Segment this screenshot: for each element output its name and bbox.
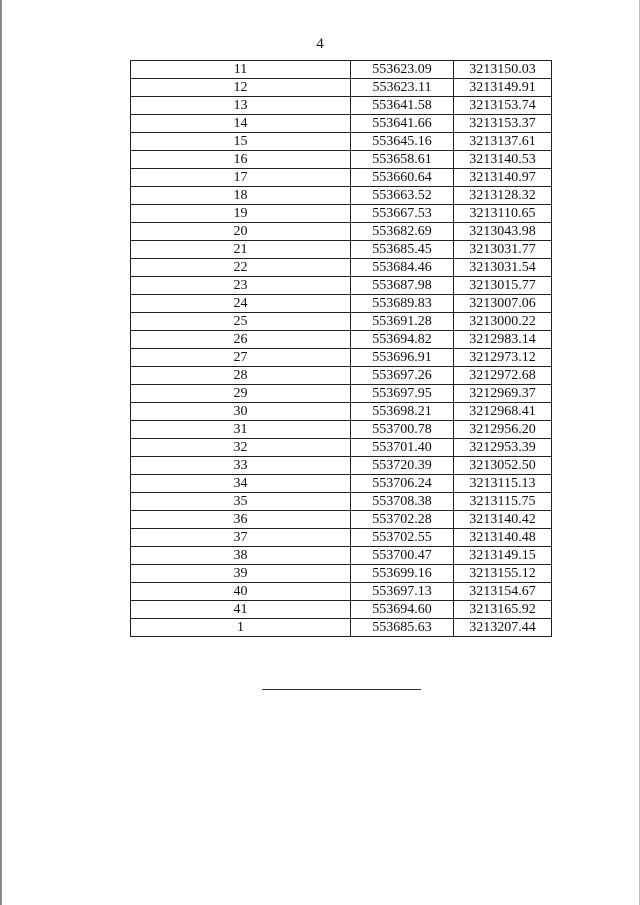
y-coordinate-cell: 3212956.20 [454,421,552,439]
table-row [131,241,552,259]
y-coordinate-cell: 3213155.12 [454,565,552,583]
y-coordinate-cell: 3213110.65 [454,205,552,223]
table-row [131,439,552,457]
x-coordinate-cell: 553623.09 [351,61,454,79]
y-coordinate-cell: 3213150.03 [454,61,552,79]
point-number-cell: 34 [131,475,351,493]
point-number-cell: 14 [131,115,351,133]
y-coordinate-cell: 3213043.98 [454,223,552,241]
table-row [131,475,552,493]
y-coordinate-cell: 3213031.77 [454,241,552,259]
x-coordinate-cell: 553623.11 [351,79,454,97]
y-coordinate-cell: 3213153.37 [454,115,552,133]
table-row [131,583,552,601]
y-coordinate-cell: 3212969.37 [454,385,552,403]
table-row [131,565,552,583]
x-coordinate-cell: 553720.39 [351,457,454,475]
y-coordinate-cell: 3213153.74 [454,97,552,115]
table-row [131,601,552,619]
y-coordinate-cell: 3213137.61 [454,133,552,151]
coordinates-table-body [131,61,552,637]
table-row [131,61,552,79]
point-number-cell: 24 [131,295,351,313]
point-number-cell: 19 [131,205,351,223]
table-row [131,619,552,637]
x-coordinate-cell: 553700.47 [351,547,454,565]
table-row [131,385,552,403]
x-coordinate-cell: 553645.16 [351,133,454,151]
table-row [131,367,552,385]
point-number-cell: 28 [131,367,351,385]
point-number-cell: 11 [131,61,351,79]
y-coordinate-cell: 3212972.68 [454,367,552,385]
table-row [131,169,552,187]
table-row [131,205,552,223]
x-coordinate-cell: 553702.55 [351,529,454,547]
table-row [131,493,552,511]
x-coordinate-cell: 553641.66 [351,115,454,133]
x-coordinate-cell: 553685.45 [351,241,454,259]
x-coordinate-cell: 553682.69 [351,223,454,241]
y-coordinate-cell: 3212983.14 [454,331,552,349]
point-number-cell: 40 [131,583,351,601]
x-coordinate-cell: 553699.16 [351,565,454,583]
table-row [131,187,552,205]
table-row [131,331,552,349]
point-number-cell: 33 [131,457,351,475]
x-coordinate-cell: 553697.95 [351,385,454,403]
coordinates-table [130,60,552,637]
y-coordinate-cell: 3213207.44 [454,619,552,637]
x-coordinate-cell: 553694.60 [351,601,454,619]
x-coordinate-cell: 553658.61 [351,151,454,169]
point-number-cell: 38 [131,547,351,565]
x-coordinate-cell: 553702.28 [351,511,454,529]
end-of-document-line [262,689,421,690]
x-coordinate-cell: 553708.38 [351,493,454,511]
y-coordinate-cell: 3213115.75 [454,493,552,511]
point-number-cell: 27 [131,349,351,367]
y-coordinate-cell: 3213140.53 [454,151,552,169]
y-coordinate-cell: 3213052.50 [454,457,552,475]
table-row [131,277,552,295]
x-coordinate-cell: 553706.24 [351,475,454,493]
table-row [131,421,552,439]
y-coordinate-cell: 3212953.39 [454,439,552,457]
point-number-cell: 36 [131,511,351,529]
table-row [131,115,552,133]
y-coordinate-cell: 3213140.48 [454,529,552,547]
y-coordinate-cell: 3213149.91 [454,79,552,97]
y-coordinate-cell: 3213149.15 [454,547,552,565]
point-number-cell: 31 [131,421,351,439]
y-coordinate-cell: 3212973.12 [454,349,552,367]
table-row [131,151,552,169]
point-number-cell: 12 [131,79,351,97]
y-coordinate-cell: 3213165.92 [454,601,552,619]
point-number-cell: 35 [131,493,351,511]
point-number-cell: 13 [131,97,351,115]
table-row [131,547,552,565]
table-row [131,403,552,421]
point-number-cell: 17 [131,169,351,187]
y-coordinate-cell: 3213000.22 [454,313,552,331]
point-number-cell: 18 [131,187,351,205]
point-number-cell: 29 [131,385,351,403]
x-coordinate-cell: 553696.91 [351,349,454,367]
point-number-cell: 37 [131,529,351,547]
y-coordinate-cell: 3213031.54 [454,259,552,277]
y-coordinate-cell: 3213007.06 [454,295,552,313]
x-coordinate-cell: 553697.13 [351,583,454,601]
x-coordinate-cell: 553641.58 [351,97,454,115]
y-coordinate-cell: 3213115.13 [454,475,552,493]
point-number-cell: 23 [131,277,351,295]
table-row [131,133,552,151]
point-number-cell: 30 [131,403,351,421]
x-coordinate-cell: 553698.21 [351,403,454,421]
point-number-cell: 20 [131,223,351,241]
table-row [131,511,552,529]
x-coordinate-cell: 553701.40 [351,439,454,457]
point-number-cell: 22 [131,259,351,277]
x-coordinate-cell: 553691.28 [351,313,454,331]
page-number: 4 [316,36,324,52]
point-number-cell: 25 [131,313,351,331]
point-number-cell: 1 [131,619,351,637]
table-row [131,97,552,115]
y-coordinate-cell: 3213140.97 [454,169,552,187]
point-number-cell: 15 [131,133,351,151]
x-coordinate-cell: 553660.64 [351,169,454,187]
table-row [131,457,552,475]
point-number-cell: 41 [131,601,351,619]
point-number-cell: 26 [131,331,351,349]
y-coordinate-cell: 3213128.32 [454,187,552,205]
table-row [131,79,552,97]
x-coordinate-cell: 553663.52 [351,187,454,205]
x-coordinate-cell: 553697.26 [351,367,454,385]
scan-edge-left [0,0,2,905]
x-coordinate-cell: 553689.83 [351,295,454,313]
y-coordinate-cell: 3213015.77 [454,277,552,295]
table-row [131,313,552,331]
point-number-cell: 16 [131,151,351,169]
table-row [131,529,552,547]
y-coordinate-cell: 3213140.42 [454,511,552,529]
point-number-cell: 39 [131,565,351,583]
x-coordinate-cell: 553700.78 [351,421,454,439]
y-coordinate-cell: 3212968.41 [454,403,552,421]
y-coordinate-cell: 3213154.67 [454,583,552,601]
table-row [131,223,552,241]
table-row [131,259,552,277]
x-coordinate-cell: 553667.53 [351,205,454,223]
x-coordinate-cell: 553685.63 [351,619,454,637]
x-coordinate-cell: 553684.46 [351,259,454,277]
x-coordinate-cell: 553687.98 [351,277,454,295]
table-row [131,349,552,367]
point-number-cell: 21 [131,241,351,259]
x-coordinate-cell: 553694.82 [351,331,454,349]
table-row [131,295,552,313]
point-number-cell: 32 [131,439,351,457]
